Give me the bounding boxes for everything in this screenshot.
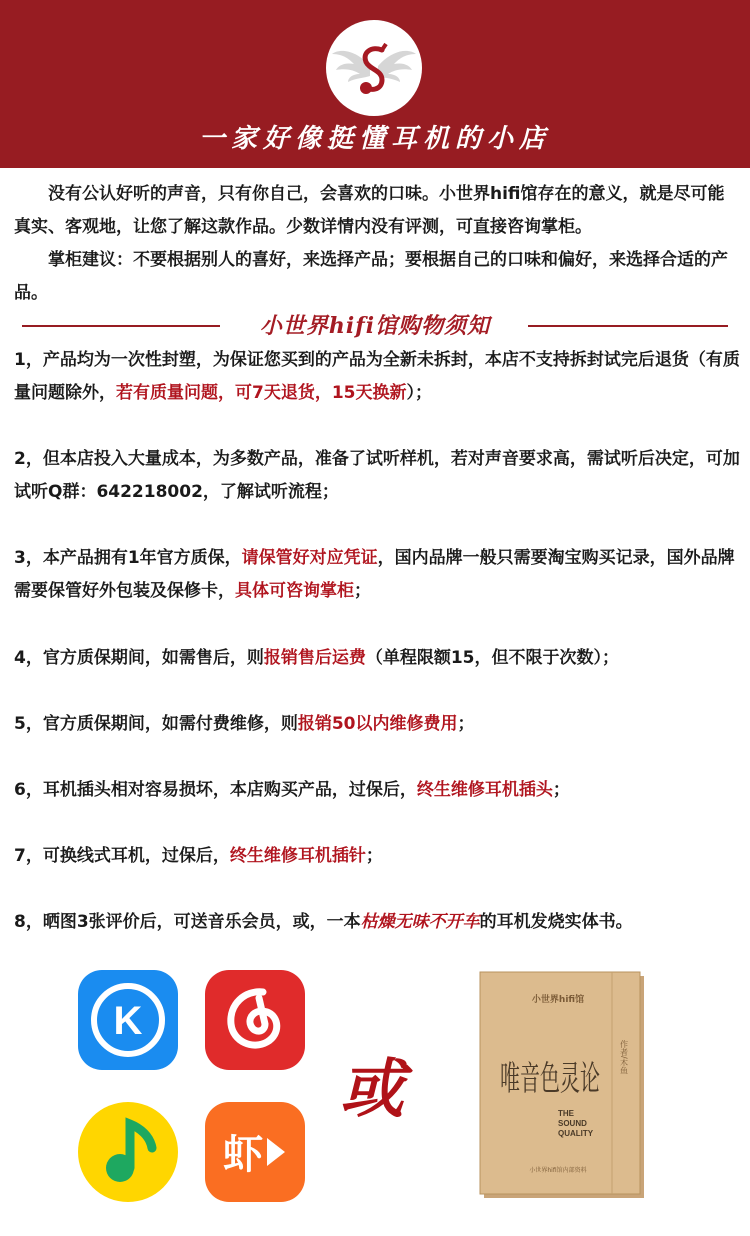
rule-text: 3，本产品拥有1年官方质保，: [14, 548, 242, 568]
intro-paragraph-1: 没有公认好听的声音，只有你自己，会喜欢的口味。小世界hifi馆存在的意义，就是尽可能真实、客观地，让您了解这款作品。少数详情内没有评测，可直接咨询掌柜。: [14, 184, 725, 237]
or-text: 或: [340, 1052, 404, 1127]
netease-cloud-music-app-icon: [205, 970, 305, 1070]
rule-1: [14, 344, 740, 410]
svg-text:QUALITY: QUALITY: [558, 1129, 594, 1138]
book-author: 作者/木鱼: [619, 1040, 629, 1075]
rule-text: ；: [457, 714, 475, 734]
winged-music-note-logo-icon: [326, 20, 422, 116]
rule-3: [14, 542, 740, 608]
svg-text:THE: THE: [558, 1109, 574, 1118]
intro-text: [14, 178, 740, 310]
divider-left: [22, 325, 220, 327]
book-cover: [478, 970, 652, 1202]
rule-2: [14, 443, 740, 509]
rule-highlight: 报销50以内维修费用: [297, 714, 458, 734]
xiami-music-app-icon: [205, 1102, 305, 1202]
rule-text: ，国内品牌一般只需要淘宝购买记录，国外品牌需要保管好外包装及保修卡，: [14, 548, 735, 601]
rule-highlight: 具体可咨询掌柜: [235, 581, 354, 601]
kugou-music-app-icon: [78, 970, 178, 1070]
shop-slogan: 一家好像挺懂耳机的小店: [198, 124, 551, 154]
book-logo: 小世界hifi馆: [531, 995, 585, 1005]
rule-text: 8，晒图3张评价后，可送音乐会员，或，一本: [14, 912, 361, 932]
book-tagline: 小世界hifi馆内部资料: [529, 1167, 587, 1174]
rule-text: ）；: [406, 383, 432, 403]
rule-highlight: 终生维修耳机插针: [229, 846, 366, 866]
rule-text: （单程限额15，但不限于次数）；: [365, 648, 619, 668]
section-title: [0, 308, 750, 344]
section-title-text: 小世界hifi馆购物须知: [259, 313, 491, 339]
rule-4: [14, 642, 740, 675]
rule-8: [14, 906, 740, 939]
rule-text: 7，可换线式耳机，过保后，: [14, 846, 230, 866]
rule-highlight: 终生维修耳机插头: [416, 780, 553, 800]
rule-6: [14, 774, 740, 807]
rule-highlight: 枯燥无味不开车: [360, 912, 480, 932]
rule-text: 1，产品均为一次性封塑，为保证您买到的产品为全新未拆封，本店不支持拆封试完后退货（有质量问题除外，: [14, 350, 740, 403]
rule-5: [14, 708, 740, 741]
book-title: 唯音色灵论: [500, 1059, 600, 1099]
svg-text:K: K: [113, 999, 143, 1043]
intro-paragraph-2: 掌柜建议：不要根据别人的喜好，来选择产品；要根据自己的口味和偏好，来选择合适的产品。: [14, 250, 728, 303]
rule-highlight: 报销售后运费: [263, 648, 366, 668]
rule-text: 的耳机发烧实体书。: [479, 912, 633, 932]
rule-text: ；: [354, 581, 371, 601]
rule-highlight: 请保管好对应凭证: [241, 548, 378, 568]
rule-text: 4，官方质保期间，如需售后，则: [14, 648, 264, 668]
rule-text: ；: [552, 780, 570, 800]
rule-highlight: 若有质量问题，可7天退货，15天换新: [116, 383, 407, 403]
svg-text:虾: 虾: [223, 1132, 263, 1178]
rule-text: 5，官方质保期间，如需付费维修，则: [14, 714, 298, 734]
rule-text: 2，但本店投入大量成本，为多数产品，准备了试听样机，若对声音要求高，需试听后决定，可加试听Q群：642218002，了解试听流程；: [14, 449, 740, 502]
qq-music-app-icon: [78, 1102, 178, 1202]
rule-7: [14, 840, 740, 873]
svg-text:SOUND: SOUND: [558, 1119, 587, 1128]
rule-text: ；: [365, 846, 383, 866]
divider-right: [528, 325, 728, 327]
rule-text: 6，耳机插头相对容易损坏，本店购买产品，过保后，: [14, 780, 417, 800]
